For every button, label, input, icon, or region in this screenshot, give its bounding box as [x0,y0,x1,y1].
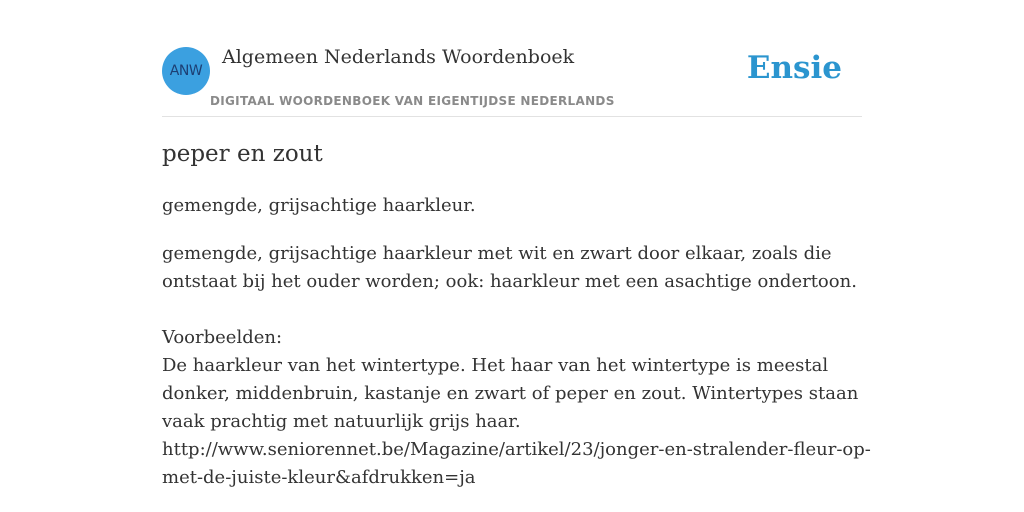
examples-block [162,324,872,492]
ensie-brand-logo[interactable]: Ensie [746,50,842,86]
anw-logo[interactable] [162,47,210,95]
short-definition: gemengde, grijsachtige haarkleur. [162,195,476,216]
example-source-url: http://www.seniorennet.be/Magazine/artikel/23/jonger-en-stralender-fleur-op-met-de-juiste-kleur&afdrukken=ja [162,439,871,488]
examples-label: Voorbeelden: [162,327,283,348]
entry-term: peper en zout [162,141,323,167]
site-title[interactable]: Algemeen Nederlands Woordenboek [222,46,575,68]
entry-content [162,138,872,492]
logo-text: ANW [169,63,203,79]
example-text: De haarkleur van het wintertype. Het haar van het wintertype is meestal donker, middenbruin, kastanje en zwart of peper en zout. Wintertypes staan vaak prachtig met natuurlijk grijs haar. [162,355,859,432]
long-definition: gemengde, grijsachtige haarkleur met wit en zwart door elkaar, zoals die ontstaat bij het ouder worden; ook: haarkleur met een asachtige ondertoon. [162,243,857,292]
site-header [162,44,862,117]
site-subtitle: DIGITAAL WOORDENBOEK VAN EIGENTIJDSE NEDERLANDS [210,94,615,108]
